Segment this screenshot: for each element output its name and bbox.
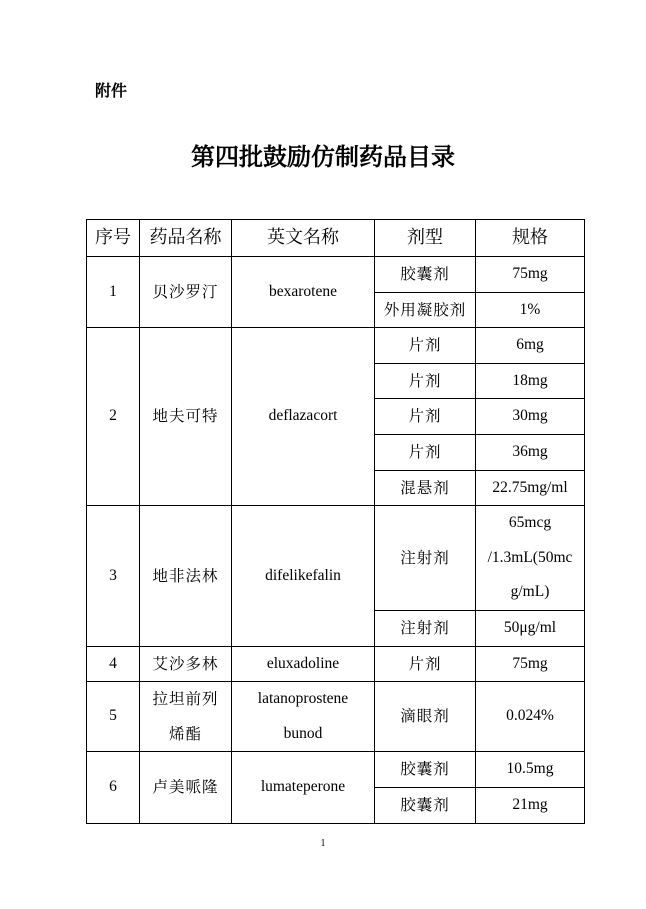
drug-name-cn-line: 烯酯 <box>168 724 202 743</box>
drug-spec: 18mg <box>476 363 585 399</box>
drug-no: 2 <box>87 328 140 506</box>
drug-spec: 10.5mg <box>476 752 585 788</box>
drug-no: 6 <box>87 752 140 823</box>
header-form: 剂型 <box>375 220 476 257</box>
drug-form: 滴眼剂 <box>375 682 476 752</box>
drug-no: 4 <box>87 646 140 682</box>
drug-spec-line: /1.3mL(50mc <box>487 548 573 566</box>
header-spec: 规格 <box>476 220 585 257</box>
table-row <box>87 646 585 682</box>
drug-name-cn: 贝沙罗汀 <box>140 257 232 328</box>
drug-spec: 75mg <box>476 257 585 293</box>
drug-form: 注射剂 <box>375 610 476 646</box>
drug-name-en: bexarotene <box>232 257 375 328</box>
drug-form: 混悬剂 <box>375 470 476 506</box>
drug-form: 片剂 <box>375 363 476 399</box>
drug-spec <box>476 506 585 611</box>
drug-spec: 1% <box>476 292 585 328</box>
drug-form: 片剂 <box>375 399 476 435</box>
drug-spec-line: 65mcg <box>508 514 552 532</box>
table-row <box>87 328 585 364</box>
drug-spec: 0.024% <box>476 682 585 752</box>
drug-table <box>86 219 585 824</box>
drug-name-en: eluxadoline <box>232 646 375 682</box>
drug-name-cn-line: 拉坦前列 <box>152 690 219 709</box>
drug-spec: 30mg <box>476 399 585 435</box>
drug-name-cn: 艾沙多林 <box>140 646 232 682</box>
header-name-en: 英文名称 <box>232 220 375 257</box>
table-row <box>87 682 585 752</box>
table-row <box>87 257 585 293</box>
drug-name-en: difelikefalin <box>232 506 375 646</box>
page-title: 第四批鼓励仿制药品目录 <box>191 142 455 171</box>
drug-form: 片剂 <box>375 646 476 682</box>
drug-no: 5 <box>87 682 140 752</box>
drug-spec: 50μg/ml <box>476 610 585 646</box>
drug-name-cn <box>140 682 232 752</box>
drug-name-en <box>232 682 375 752</box>
table-row <box>87 752 585 788</box>
drug-name-cn: 地夫可特 <box>140 328 232 506</box>
drug-no: 3 <box>87 506 140 646</box>
drug-form: 片剂 <box>375 434 476 470</box>
drug-spec: 6mg <box>476 328 585 364</box>
drug-form: 胶囊剂 <box>375 787 476 823</box>
drug-spec: 21mg <box>476 787 585 823</box>
drug-no: 1 <box>87 257 140 328</box>
drug-form: 胶囊剂 <box>375 752 476 788</box>
drug-name-cn: 卢美哌隆 <box>140 752 232 823</box>
drug-spec-line: g/mL) <box>510 583 550 601</box>
drug-form: 注射剂 <box>375 506 476 611</box>
drug-name-cn: 地非法林 <box>140 506 232 646</box>
table-row <box>87 506 585 611</box>
drug-form: 片剂 <box>375 328 476 364</box>
table-header-row <box>87 220 585 257</box>
drug-spec: 22.75mg/ml <box>476 470 585 506</box>
drug-name-en-line: bunod <box>283 724 323 742</box>
page-number: 1 <box>320 838 326 849</box>
drug-name-en-line: latanoprostene <box>257 690 349 708</box>
drug-spec: 36mg <box>476 434 585 470</box>
drug-name-en: deflazacort <box>232 328 375 506</box>
drug-name-en: lumateperone <box>232 752 375 823</box>
drug-spec: 75mg <box>476 646 585 682</box>
drug-form: 胶囊剂 <box>375 257 476 293</box>
header-no: 序号 <box>87 220 140 257</box>
attachment-label: 附件 <box>95 81 128 100</box>
header-name-cn: 药品名称 <box>140 220 232 257</box>
drug-form: 外用凝胶剂 <box>375 292 476 328</box>
